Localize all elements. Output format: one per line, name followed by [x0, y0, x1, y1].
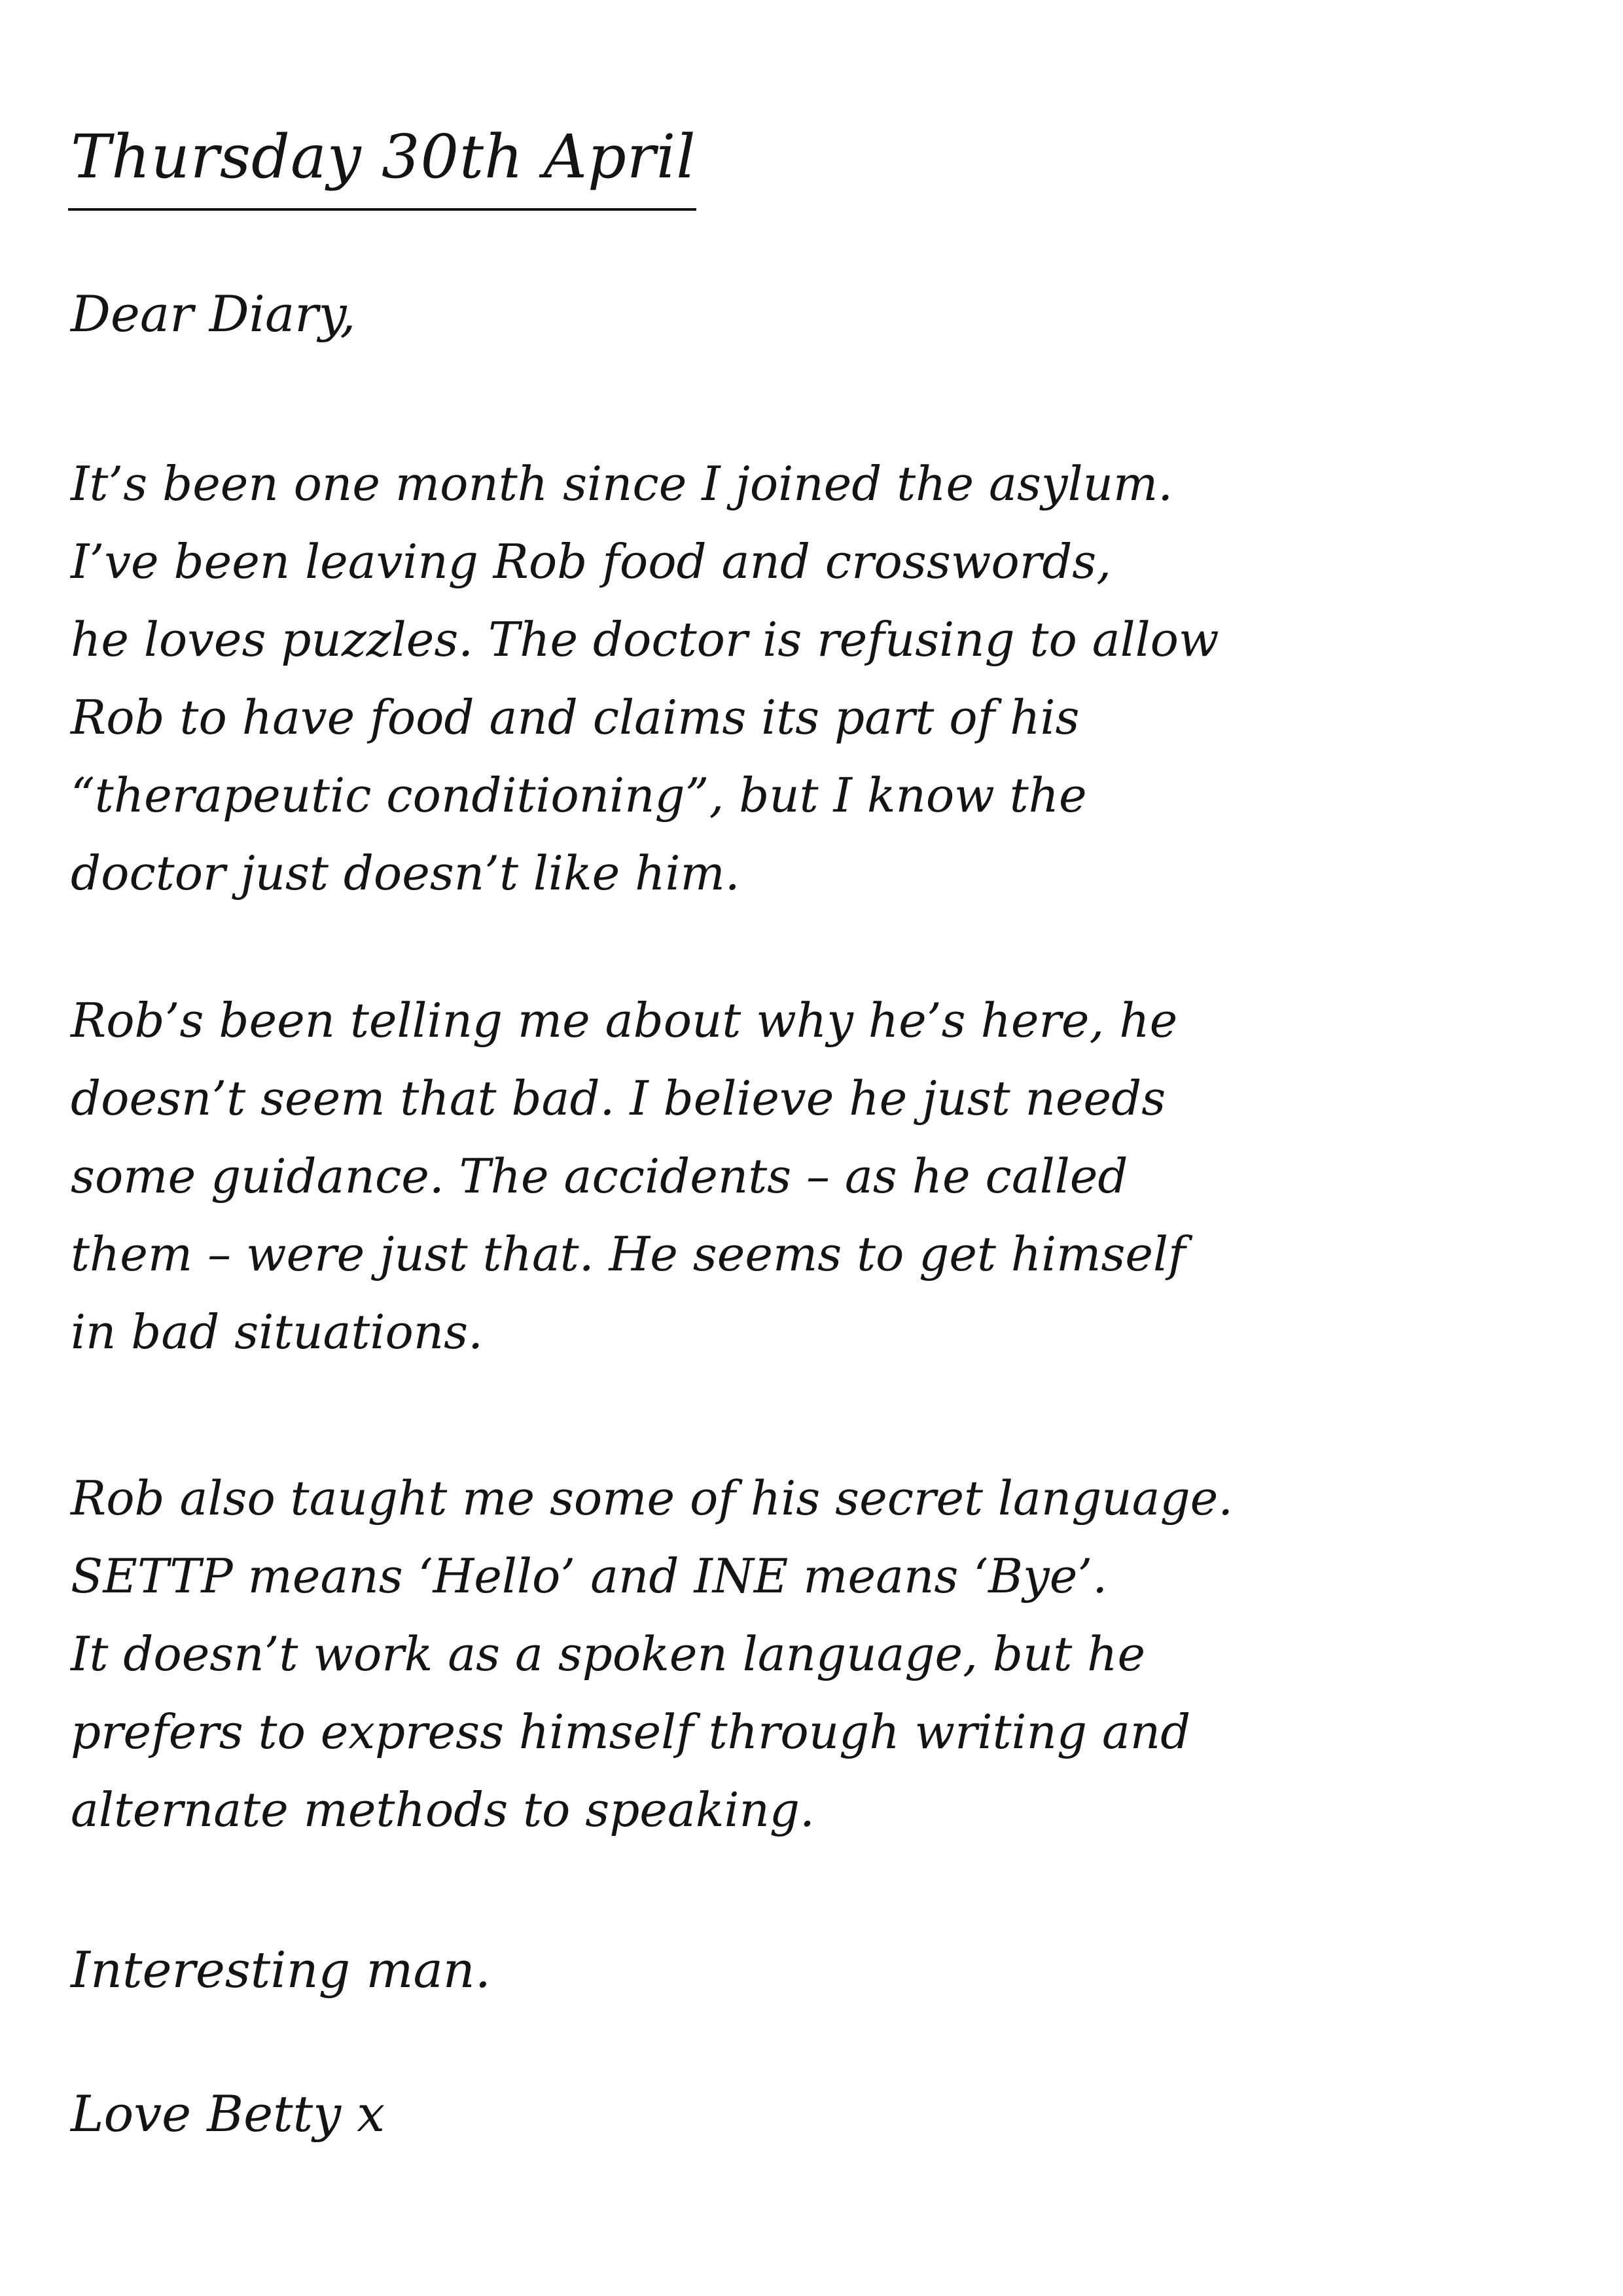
paragraph-3-line: SETTP means ‘Hello’ and INE means ‘Bye’. [71, 1549, 1108, 1604]
paragraph-1-line: doctor just doesn’t like him. [71, 846, 740, 901]
paragraph-1-line: It’s been one month since I joined the asylum. [71, 456, 1173, 511]
paragraph-3-line: prefers to express himself through writing and [71, 1704, 1191, 1759]
paragraph-2-line: Rob’s been telling me about why he’s here, he [71, 993, 1178, 1048]
paragraph-3-line: alternate methods to speaking. [71, 1782, 815, 1837]
paragraph-1-line: “therapeutic conditioning”, but I know the [71, 768, 1087, 823]
paragraph-2 [71, 982, 1563, 1371]
diary-greeting: Dear Diary, [71, 285, 356, 343]
paragraph-1-line: Rob to have food and claims its part of his [71, 690, 1080, 745]
diary-date-heading: Thursday 30th April [71, 122, 696, 192]
paragraph-2-line: some guidance. The accidents – as he called [71, 1149, 1128, 1204]
heading-underline [68, 208, 696, 211]
paragraph-2-line: them – were just that. He seems to get himself [71, 1227, 1186, 1282]
closing-remark: Interesting man. [71, 1941, 491, 1999]
paragraph-3 [71, 1460, 1563, 1849]
paragraph-1 [71, 445, 1563, 912]
paragraph-2-line: doesn’t seem that bad. I believe he just needs [71, 1071, 1166, 1126]
paragraph-2-line: in bad situations. [71, 1304, 483, 1359]
paragraph-3-line: Rob also taught me some of his secret language. [71, 1471, 1234, 1526]
paragraph-3-line: It doesn’t work as a spoken language, but he [71, 1626, 1146, 1681]
paragraph-1-line: I’ve been leaving Rob food and crosswords, [71, 534, 1112, 589]
paragraph-1-line: he loves puzzles. The doctor is refusing to allow [71, 612, 1219, 667]
signature: Love Betty x [71, 2085, 385, 2143]
